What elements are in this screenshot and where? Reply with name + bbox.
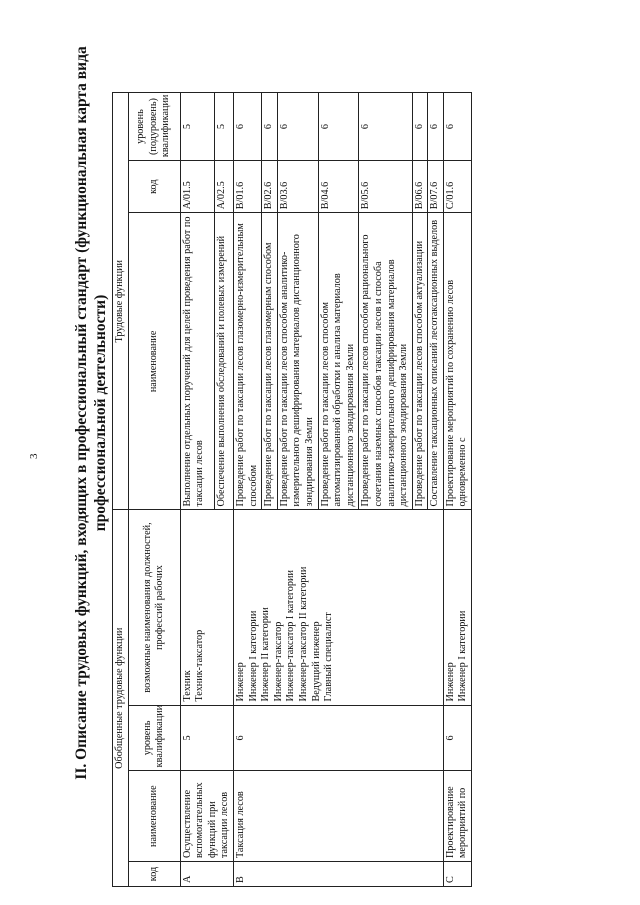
function-level: 5 bbox=[214, 93, 233, 161]
labor-functions-header: Трудовые функции bbox=[113, 93, 129, 510]
level-column-header: уровень квалификации bbox=[128, 705, 180, 771]
name-column-header: наименование bbox=[128, 771, 180, 862]
group-level: 6 bbox=[233, 705, 443, 771]
function-level: 6 bbox=[318, 93, 359, 161]
function-code: B/01.6 bbox=[233, 161, 261, 213]
function-name: Проведение работ по таксации лесов способом автоматизированной обработки и анализа материалов дистанционного зондирования Земли bbox=[318, 213, 359, 510]
group-code: А bbox=[180, 862, 233, 887]
function-name: Обеспечение выполнения обследований и полевых измерений bbox=[214, 213, 233, 510]
generalized-functions-header: Обобщенные трудовые функции bbox=[113, 510, 129, 887]
function-name: Составление таксационных описаний лесотаксационных выделов bbox=[428, 213, 444, 510]
functional-map-table bbox=[112, 92, 472, 887]
function-level-column-header: уровень (подуровень) квалификации bbox=[128, 93, 180, 161]
function-level: 6 bbox=[359, 93, 412, 161]
function-name: Проведение работ по таксации лесов способом рационального сочетания наземных способов таксации лесов и способа аналитико-измерительного дешифрирования материалов дистанционного зондирования Земли bbox=[359, 213, 412, 510]
group-positions: Инженер Инженер I категории bbox=[443, 510, 471, 705]
group-level: 6 bbox=[443, 705, 471, 771]
group-positions: Техник Техник-таксатор bbox=[180, 510, 233, 705]
function-name: Выполнение отдельных поручений для целей проведения работ по таксации лесов bbox=[180, 213, 214, 510]
group-code: В bbox=[233, 862, 443, 887]
function-code-column-header: код bbox=[128, 161, 180, 213]
function-level: 6 bbox=[412, 93, 428, 161]
function-level: 6 bbox=[233, 93, 261, 161]
function-code: B/06.6 bbox=[412, 161, 428, 213]
function-level: 6 bbox=[428, 93, 444, 161]
table-row bbox=[443, 93, 471, 887]
section-title: II. Описание трудовых функций, входящих в профессиональный стандарт (функциональная карта вида профессиональной деятельности) bbox=[73, 46, 109, 780]
code-column-header: код bbox=[128, 862, 180, 887]
table-body bbox=[180, 93, 471, 887]
function-code: B/03.6 bbox=[277, 161, 318, 213]
table-row bbox=[180, 93, 214, 887]
function-name: Проектирование мероприятий по сохранению лесов одновременно с bbox=[443, 213, 471, 510]
page-number: 3 bbox=[28, 453, 40, 459]
function-name: Проведение работ по таксации лесов глазомерно-измерительным способом bbox=[233, 213, 261, 510]
function-code: B/07.6 bbox=[428, 161, 444, 213]
function-code: A/01.5 bbox=[180, 161, 214, 213]
function-level: 5 bbox=[180, 93, 214, 161]
function-name: Проведение работ по таксации лесов способом актуализации bbox=[412, 213, 428, 510]
function-name: Проведение работ по таксации лесов глазомерным способом bbox=[262, 213, 278, 510]
function-code: C/01.6 bbox=[443, 161, 471, 213]
table-row bbox=[233, 93, 261, 887]
group-positions: Инженер Инженер I категории Инженер II категории Инженер-таксатор Инженер-таксатор I категории Инженер-таксатор II категории Ведущий инженер Главный специалист bbox=[233, 510, 443, 705]
function-code: B/02.6 bbox=[262, 161, 278, 213]
function-name-column-header: наименование bbox=[128, 213, 180, 510]
function-level: 6 bbox=[277, 93, 318, 161]
function-code: A/02.5 bbox=[214, 161, 233, 213]
function-name: Проведение работ по таксации лесов способом аналитико-измерительного дешифрирования материалов дистанционного зондирования Земли bbox=[277, 213, 318, 510]
group-name: Проектирование мероприятий по bbox=[443, 771, 471, 862]
positions-column-header: возможные наименования должностей, профессий рабочих bbox=[128, 510, 180, 705]
group-code: С bbox=[443, 862, 471, 887]
function-code: B/04.6 bbox=[318, 161, 359, 213]
function-code: B/05.6 bbox=[359, 161, 412, 213]
group-level: 5 bbox=[180, 705, 233, 771]
function-level: 6 bbox=[443, 93, 471, 161]
group-name: Осуществление вспомогательных функций при таксации лесов bbox=[180, 771, 233, 862]
function-level: 6 bbox=[262, 93, 278, 161]
group-name: Таксация лесов bbox=[233, 771, 443, 862]
